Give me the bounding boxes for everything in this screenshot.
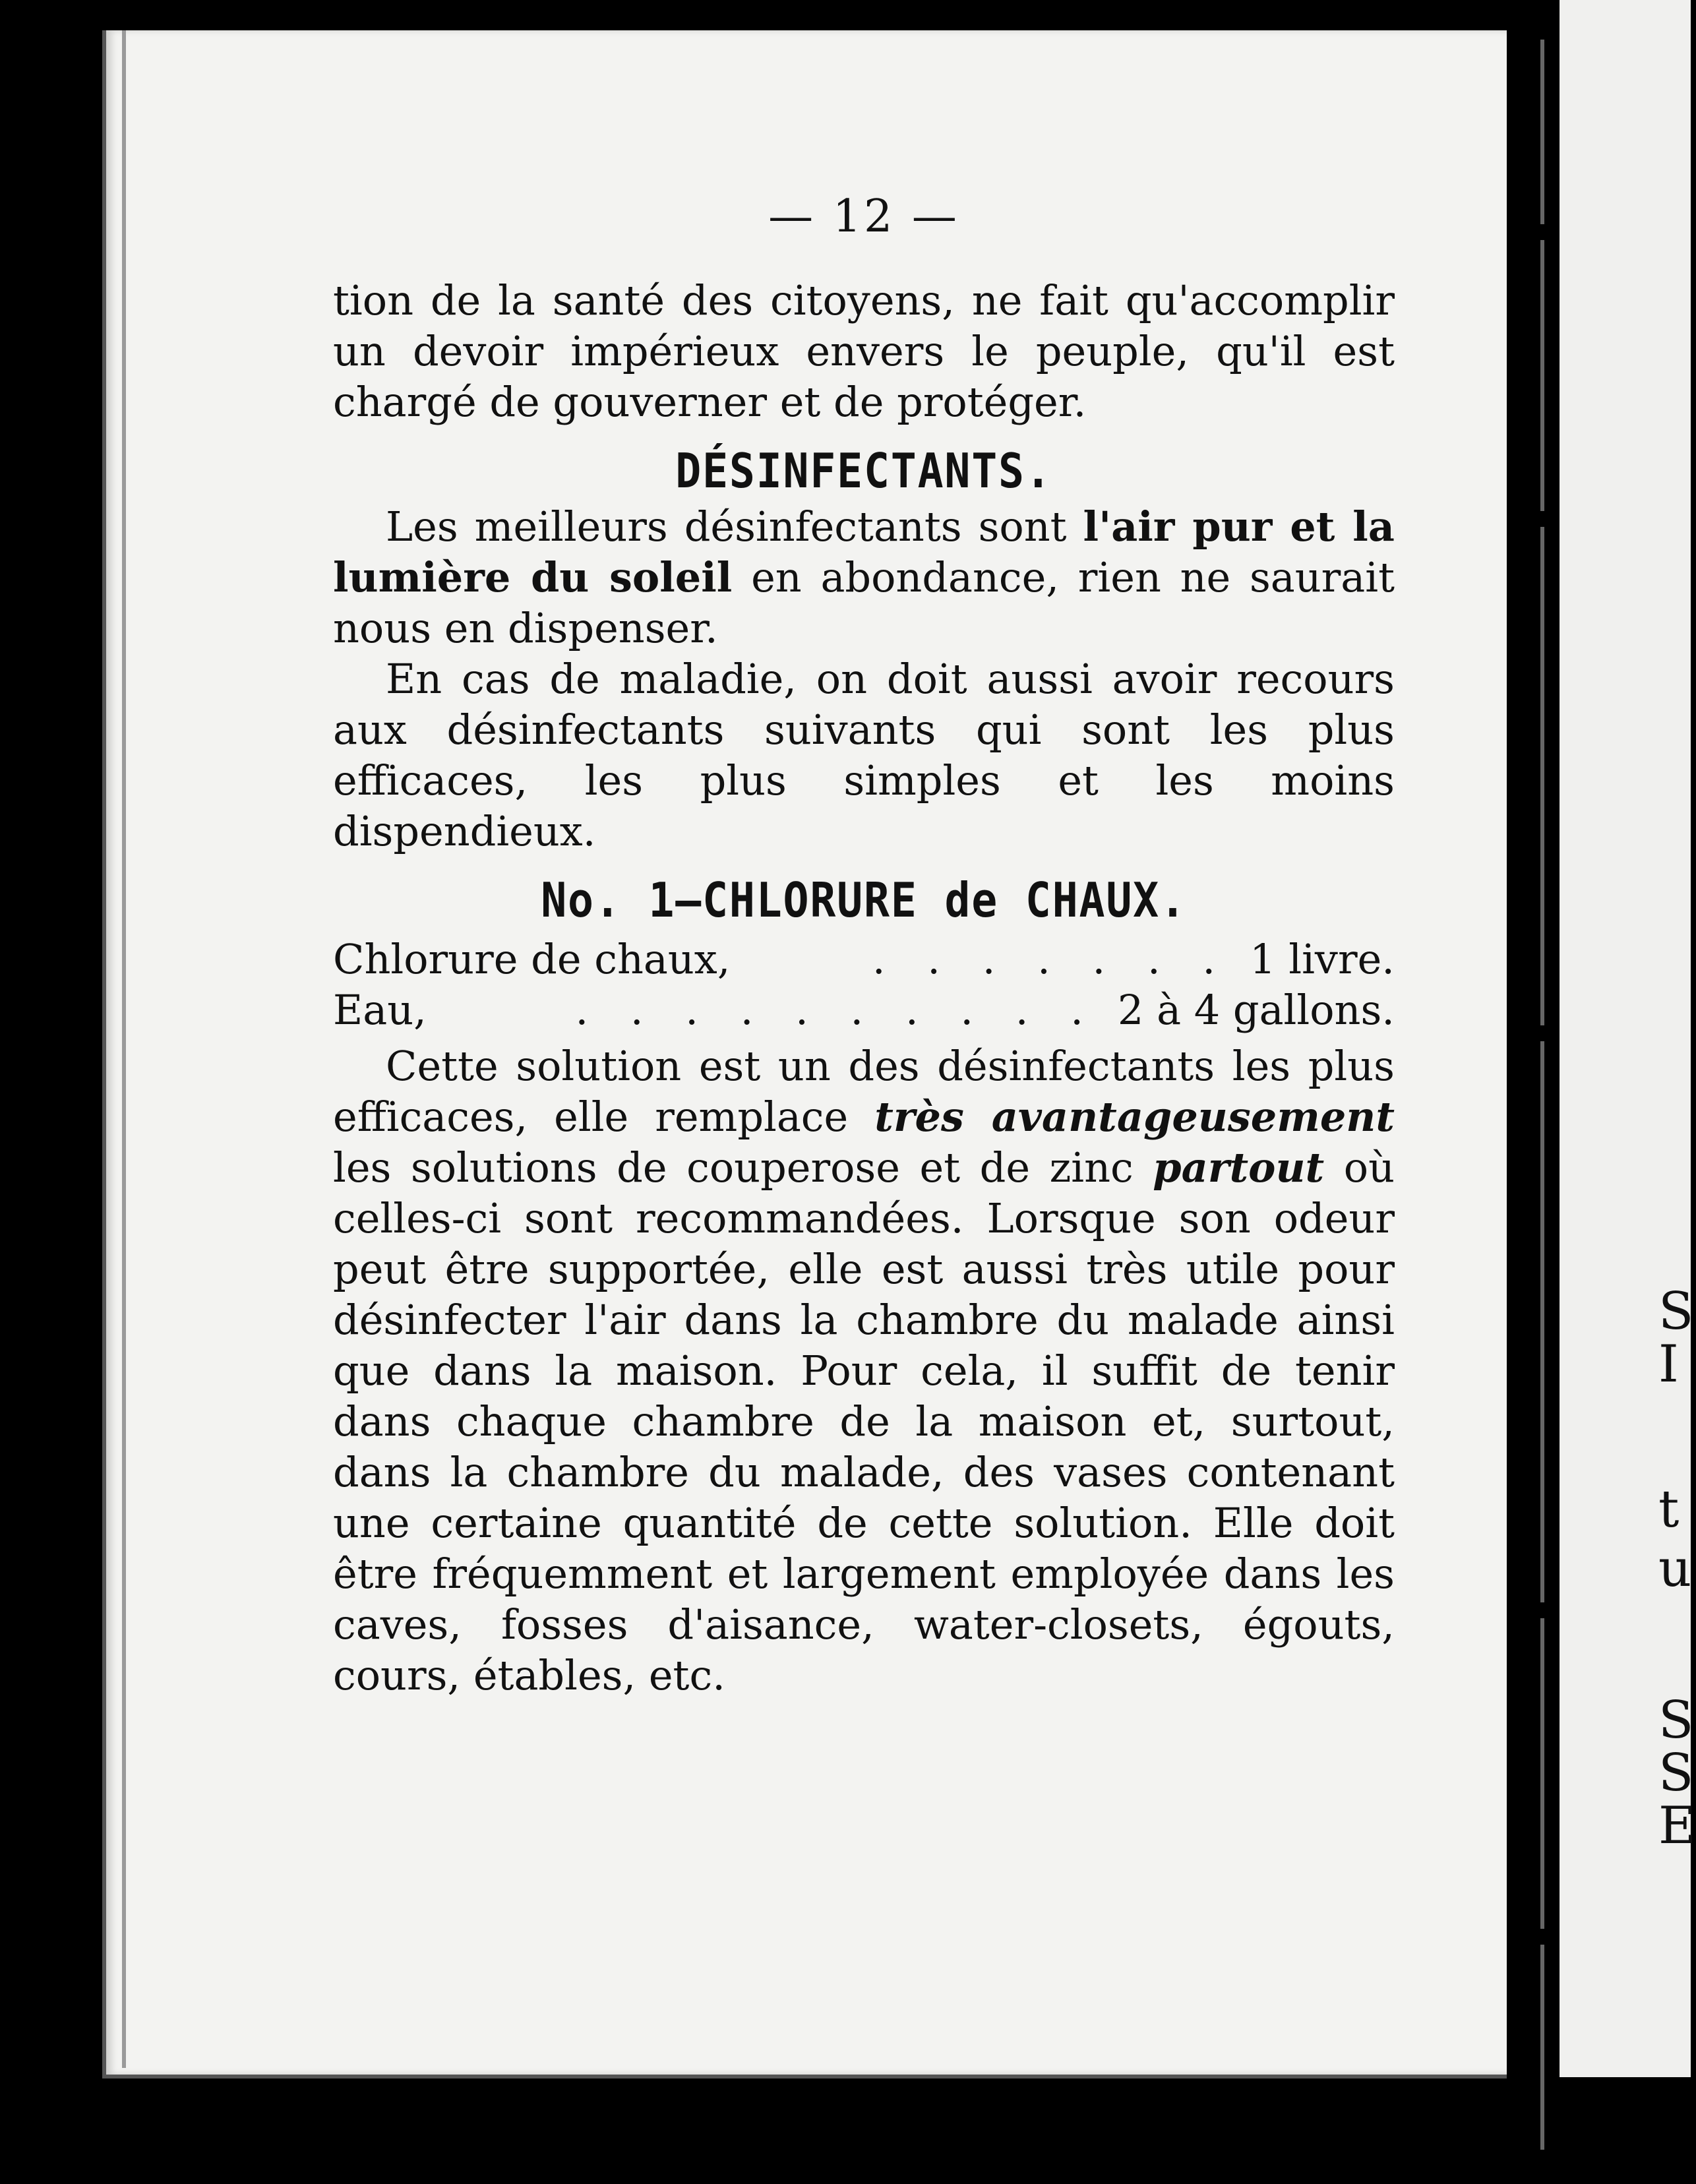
section-heading-desinfectants: DÉSINFECTANTS. — [675, 443, 1052, 499]
page-edge-shadow — [122, 30, 126, 2068]
facing-page-edge — [1560, 0, 1694, 2184]
paragraph-illness-case: En cas de maladie, on doit aussi avoir recours aux désinfectants suivants qui sont les plus efficaces, les plus simples et les moins dispendieux. — [333, 655, 1395, 855]
recipe-line — [333, 934, 1395, 985]
recipe-item: Eau, — [333, 986, 427, 1034]
recipe-item: Chlorure de chaux, — [333, 935, 731, 983]
paragraph-solution — [333, 1041, 1395, 1701]
intro-paragraph: tion de la santé des citoyens, ne fait qu'accomplir un devoir impérieux envers le peuple, qu'il est chargé de gouverner et de protéger. — [333, 276, 1395, 426]
italic-text: très avantageusement — [874, 1093, 1395, 1141]
facing-page-glyph: S — [1658, 1744, 1694, 1803]
recipe-dots: . . . . . . . — [872, 935, 1230, 983]
scan-border-left — [0, 0, 99, 2184]
paragraph-text: les solutions de couperose et de zinc — [333, 1143, 1153, 1192]
recipe-line — [333, 985, 1395, 1035]
page-number: — 12 — — [768, 191, 959, 243]
section-heading-chlorure: No. 1—CHLORURE de CHAUX. — [541, 872, 1187, 928]
paragraph-text: où celles-ci sont recommandées. Lorsque son odeur peut être supportée, elle est aussi très utile pour désinfecter l'air dans la chambre du malade ainsi que dans la maison. Pour cela, il suffit de tenir dans chaque chambre de la maison et, surtout, dans la chambre du malade, des vases contenant une certaine quantité de cette solution. Elle doit être fréquemment et largement employée dans les caves, fosses d'aisance, water-closets, égouts, cours, étables, etc. — [333, 1143, 1395, 1699]
page-text-column — [333, 191, 1395, 1701]
facing-page-glyph: u — [1658, 1539, 1692, 1598]
paragraph-text: en abondance, rien ne saurait nous en dispenser. — [333, 553, 1395, 652]
facing-page-glyph: S — [1658, 1282, 1694, 1341]
recipe-dots: . . . . . . . . . . — [575, 986, 1098, 1034]
recipe-quantity: 1 livre. — [1250, 935, 1395, 983]
facing-page-glyph: t — [1658, 1480, 1680, 1539]
facing-page-glyph: S — [1658, 1691, 1694, 1750]
paragraph-best-disinfectants — [333, 501, 1395, 653]
emphasis-text: l'air pur et la lumière du soleil — [333, 502, 1395, 601]
book-spine — [1507, 0, 1560, 2184]
facing-page-glyph: E — [1658, 1796, 1696, 1856]
spine-line — [1540, 40, 1544, 2150]
italic-text: partout — [1153, 1143, 1325, 1192]
paragraph-text: Les meilleurs désinfectants sont — [386, 502, 1083, 551]
scan-border-bottom-right — [1560, 2077, 1691, 2184]
facing-page-glyph: I — [1658, 1335, 1679, 1394]
paragraph-text: Cette solution est un des désinfectants les plus efficaces, elle remplace — [333, 1042, 1395, 1141]
recipe-quantity: 2 à 4 gallons. — [1117, 986, 1395, 1034]
